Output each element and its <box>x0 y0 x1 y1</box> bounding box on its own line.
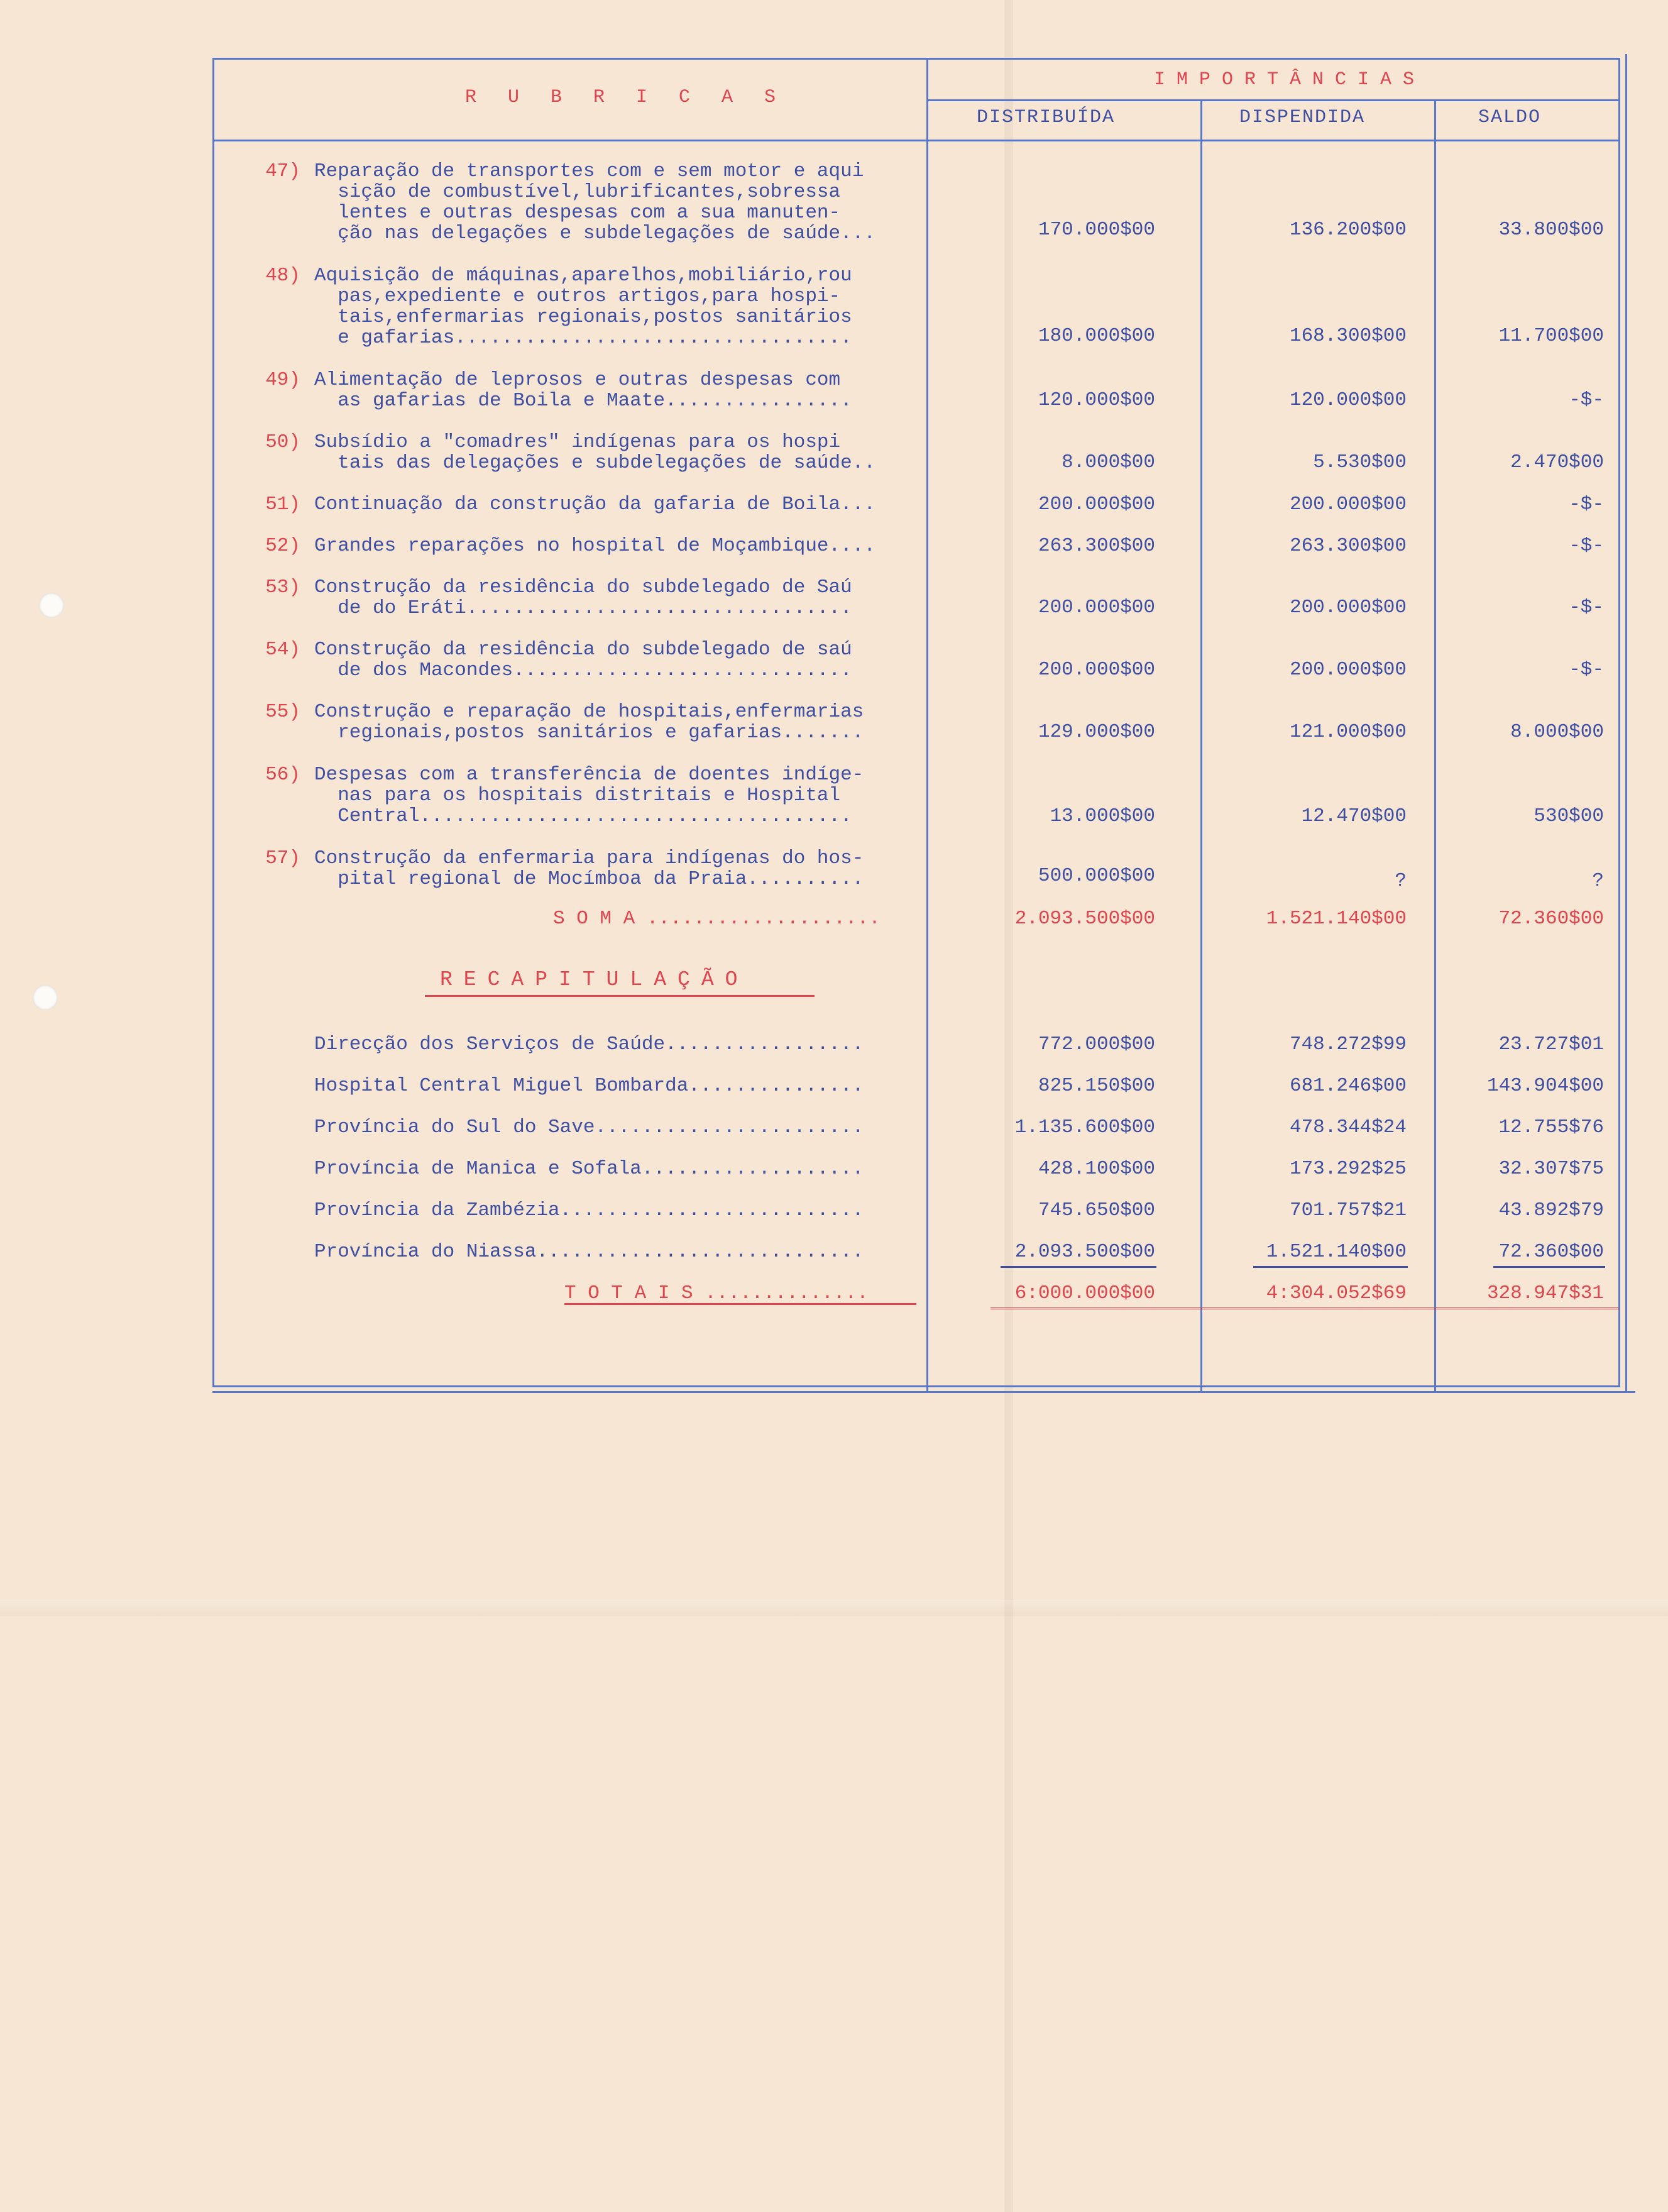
recap-label: Província do Sul do Save....................... <box>314 1116 864 1138</box>
item-text: Construção e reparação de hospitais,enfermarias regionais,postos sanitários e gafarias....... <box>314 701 864 744</box>
soma-distribuida: 2.093.500$00 <box>1014 908 1155 930</box>
item-text: Construção da residência do subdelegado de saú de dos Macondes............................. <box>314 639 852 681</box>
paper-fold-horizontal <box>0 1600 1668 1616</box>
recap-saldo: 32.307$75 <box>1498 1158 1604 1180</box>
totais-label: T O T A I S .............. <box>564 1282 869 1304</box>
item-text: Construção da residência do subdelegado de Saú de do Eráti................................. <box>314 576 852 619</box>
item-dispendida: 263.300$00 <box>1289 535 1407 557</box>
item-distribuida: 200.000$00 <box>1038 493 1155 515</box>
item-dispendida: 200.000$00 <box>1289 659 1407 681</box>
item-saldo: -$- <box>1569 597 1604 619</box>
soma-dispendida: 1.521.140$00 <box>1266 908 1407 930</box>
item-dispendida: 200.000$00 <box>1289 493 1407 515</box>
recap-saldo: 143.904$00 <box>1486 1075 1604 1097</box>
recap-saldo: 72.360$00 <box>1498 1241 1604 1263</box>
item-text: Reparação de transportes com e sem motor e aqui sição de combustível,lubrificantes,sobressa lentes e outras despesas com a sua manuten- ção nas delegações e subdelegações de saúde... <box>314 160 875 245</box>
punch-hole <box>33 985 58 1010</box>
soma-label: S O M A .................... <box>553 908 881 930</box>
item-number: 50) <box>265 431 300 453</box>
item-text: Construção da enfermaria para indígenas do hos- pital regional de Mocímboa da Praia.......... <box>314 847 864 890</box>
item-number: 49) <box>265 369 300 391</box>
punch-hole <box>39 593 64 618</box>
header-rubricas: R U B R I C A S <box>465 87 786 108</box>
totais-saldo: 328.947$31 <box>1486 1282 1604 1304</box>
item-distribuida: 180.000$00 <box>1038 325 1155 347</box>
item-saldo: ? <box>1592 870 1604 892</box>
item-dispendida: 120.000$00 <box>1289 389 1407 411</box>
recap-label: Província da Zambézia.......................... <box>314 1199 864 1221</box>
item-text: Grandes reparações no hospital de Moçambique.... <box>314 535 875 557</box>
recap-distribuida: 745.650$00 <box>1038 1199 1155 1221</box>
recap-label: Província do Niassa............................ <box>314 1241 864 1263</box>
recap-underline <box>425 995 815 997</box>
recap-dispendida: 748.272$99 <box>1289 1033 1407 1055</box>
recap-label: Direcção dos Serviços de Saúde................. <box>314 1033 864 1055</box>
soma-saldo: 72.360$00 <box>1498 908 1604 930</box>
item-number: 53) <box>265 576 300 598</box>
item-text: Aquisição de máquinas,aparelhos,mobiliário,rou pas,expediente e outros artigos,para hospi- tais,enfermarias regionais,postos sanitários e gafarias.................................. <box>314 265 852 349</box>
table-bottom-rule <box>212 1391 1635 1393</box>
recap-saldo: 23.727$01 <box>1498 1033 1604 1055</box>
recap-distribuida: 1.135.600$00 <box>1014 1116 1155 1138</box>
header-distribuida: DISTRIBUÍDA <box>977 107 1116 128</box>
recap-distribuida: 772.000$00 <box>1038 1033 1155 1055</box>
column-rule <box>1200 99 1202 1392</box>
recap-distribuida: 428.100$00 <box>1038 1158 1155 1180</box>
item-text: Subsídio a "comadres" indígenas para os hospi tais das delegações e subdelegações de saúde.. <box>314 431 875 474</box>
item-number: 55) <box>265 701 300 723</box>
item-number: 52) <box>265 535 300 557</box>
item-number: 47) <box>265 160 300 182</box>
item-saldo: 8.000$00 <box>1510 721 1604 743</box>
subtotal-underline <box>1493 1266 1605 1268</box>
item-saldo: 11.700$00 <box>1498 325 1604 347</box>
recap-dispendida: 173.292$25 <box>1289 1158 1407 1180</box>
item-dispendida: 5.530$00 <box>1313 451 1407 473</box>
recap-saldo: 43.892$79 <box>1498 1199 1604 1221</box>
item-distribuida: 200.000$00 <box>1038 597 1155 619</box>
item-saldo: -$- <box>1569 535 1604 557</box>
header-rule <box>926 99 1620 101</box>
item-number: 48) <box>265 265 300 287</box>
item-number: 54) <box>265 639 300 661</box>
item-distribuida: 200.000$00 <box>1038 659 1155 681</box>
item-distribuida: 500.000$00 <box>1038 865 1155 887</box>
item-distribuida: 13.000$00 <box>1050 805 1155 827</box>
item-dispendida: 12.470$00 <box>1301 805 1407 827</box>
item-distribuida: 170.000$00 <box>1038 219 1155 241</box>
recap-title: RECAPITULAÇÃO <box>440 968 749 991</box>
item-number: 57) <box>265 847 300 869</box>
recap-dispendida: 681.246$00 <box>1289 1075 1407 1097</box>
item-text: Continuação da construção da gafaria de Boila... <box>314 493 875 515</box>
item-saldo: -$- <box>1569 389 1604 411</box>
item-text: Alimentação de leprosos e outras despesas com as gafarias de Boila e Maate................ <box>314 369 852 412</box>
item-number: 51) <box>265 493 300 515</box>
recap-label: Província de Manica e Sofala................... <box>314 1158 864 1180</box>
recap-saldo: 12.755$76 <box>1498 1116 1604 1138</box>
header-importancias: IMPORTÂNCIAS <box>1154 69 1426 91</box>
recap-dispendida: 478.344$24 <box>1289 1116 1407 1138</box>
item-dispendida: 200.000$00 <box>1289 597 1407 619</box>
item-distribuida: 8.000$00 <box>1062 451 1155 473</box>
item-saldo: 2.470$00 <box>1510 451 1604 473</box>
item-dispendida: 168.300$00 <box>1289 325 1407 347</box>
column-rule <box>1625 54 1627 1393</box>
item-distribuida: 120.000$00 <box>1038 389 1155 411</box>
item-dispendida: 121.000$00 <box>1289 721 1407 743</box>
header-saldo: SALDO <box>1478 107 1542 128</box>
recap-dispendida: 701.757$21 <box>1289 1199 1407 1221</box>
item-saldo: -$- <box>1569 493 1604 515</box>
item-text: Despesas com a transferência de doentes indíge- nas para os hospitais distritais e Hospital Central..................................... <box>314 764 864 827</box>
item-distribuida: 263.300$00 <box>1038 535 1155 557</box>
totais-dispendida: 4:304.052$69 <box>1266 1282 1407 1304</box>
item-saldo: 33.800$00 <box>1498 219 1604 241</box>
recap-label: Hospital Central Miguel Bombarda............... <box>314 1075 864 1097</box>
subtotal-underline <box>1001 1266 1156 1268</box>
totais-label-underline <box>564 1303 916 1305</box>
totais-distribuida: 6:000.000$00 <box>1014 1282 1155 1304</box>
recap-distribuida: 2.093.500$00 <box>1014 1241 1155 1263</box>
item-saldo: 530$00 <box>1534 805 1604 827</box>
column-rule <box>1434 99 1436 1392</box>
item-dispendida: 136.200$00 <box>1289 219 1407 241</box>
item-saldo: -$- <box>1569 659 1604 681</box>
item-dispendida: ? <box>1395 870 1407 892</box>
totais-double-underline <box>990 1307 1619 1312</box>
item-distribuida: 129.000$00 <box>1038 721 1155 743</box>
recap-distribuida: 825.150$00 <box>1038 1075 1155 1097</box>
recap-dispendida: 1.521.140$00 <box>1266 1241 1407 1263</box>
item-number: 56) <box>265 764 300 786</box>
subtotal-underline <box>1253 1266 1408 1268</box>
header-rule <box>212 140 1620 141</box>
column-rule <box>926 58 928 1392</box>
header-dispendida: DISPENDIDA <box>1239 107 1366 128</box>
